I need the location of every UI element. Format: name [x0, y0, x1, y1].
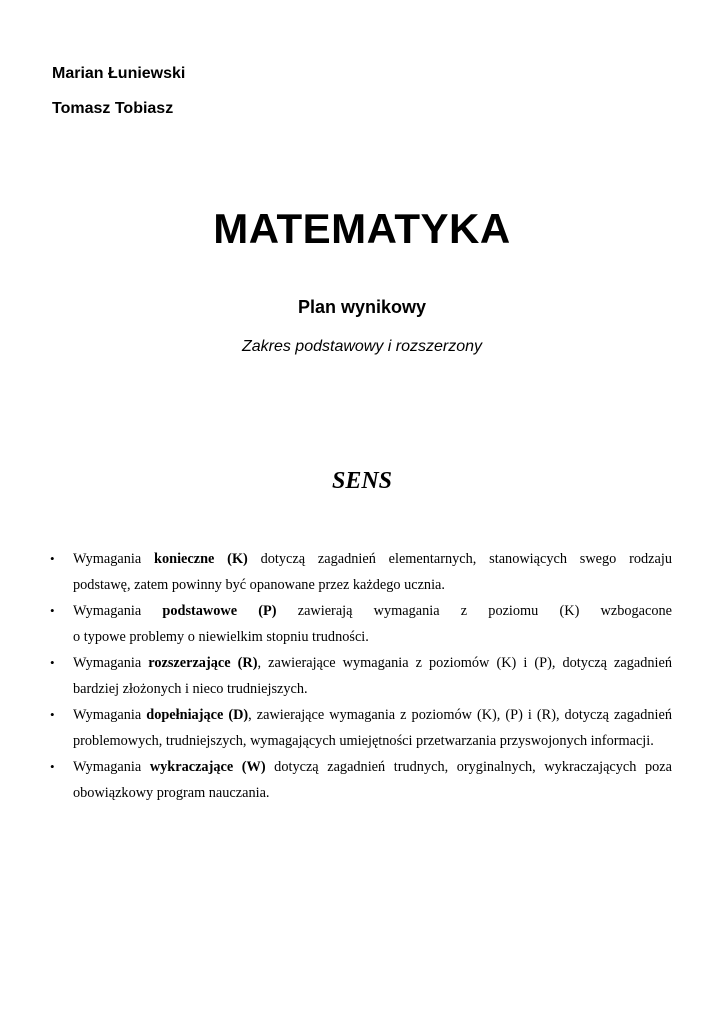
requirement-line: bardziej złożonych i nieco trudniejszych.	[73, 681, 308, 697]
requirement-level: podstawowe (P)	[162, 603, 277, 619]
requirement-line: o typowe problemy o niewielkim stopniu trudności.	[73, 629, 369, 645]
requirement-item	[50, 650, 672, 702]
document-title: MATEMATYKA	[213, 205, 511, 252]
document-subtitle: Plan wynikowy	[297, 297, 427, 317]
requirement-level: rozszerzające (R)	[148, 655, 258, 671]
bullet-icon: •	[50, 551, 55, 566]
requirement-item	[50, 546, 672, 598]
requirement-text: dotyczą zagadnień elementarnych, stanowiących swego rodzaju	[247, 551, 672, 567]
requirement-line: problemowych, trudniejszych, wymagających umiejętności przetwarzania przyswojonych informacji.	[73, 733, 654, 749]
requirement-text: dotyczą zagadnień trudnych, oryginalnych, wykraczających poza	[265, 759, 672, 775]
requirement-prefix: Wymagania	[73, 551, 155, 567]
series-name: SENS	[331, 468, 393, 494]
requirement-item	[50, 598, 672, 650]
requirement-prefix: Wymagania	[73, 759, 150, 775]
requirements-list	[50, 546, 672, 806]
requirement-text: , zawierające wymagania z poziomów (K) i (P), dotyczą zagadnień	[257, 655, 672, 671]
requirement-line	[73, 546, 672, 572]
requirement-line	[73, 754, 672, 780]
requirement-line	[73, 702, 672, 728]
requirement-line: podstawę, zatem powinny być opanowane przez każdego ucznia.	[73, 577, 445, 593]
requirement-prefix: Wymagania	[73, 655, 149, 671]
bullet-icon: •	[50, 759, 55, 774]
requirement-line	[73, 598, 672, 624]
bullet-icon: •	[50, 603, 55, 618]
requirement-item	[50, 702, 672, 754]
requirement-level: dopełniające (D)	[146, 707, 249, 723]
bullet-icon: •	[50, 707, 55, 722]
requirement-prefix: Wymagania	[73, 707, 147, 723]
requirement-level: wykraczające (W)	[149, 759, 266, 775]
requirement-item	[50, 754, 672, 806]
bullet-icon: •	[50, 655, 55, 670]
requirement-text: , zawierające wymagania z poziomów (K), (P) i (R), dotyczą zagadnień	[248, 707, 672, 723]
requirement-line: obowiązkowy program nauczania.	[73, 785, 270, 801]
author-name: Tomasz Tobiasz	[52, 100, 174, 117]
document-scope: Zakres podstawowy i rozszerzony	[241, 338, 483, 355]
requirement-text: zawierają wymagania z poziomu (K) wzbogacone	[276, 603, 672, 619]
requirement-level: konieczne (K)	[154, 551, 248, 567]
author-name: Marian Łuniewski	[52, 65, 186, 82]
requirement-prefix: Wymagania	[73, 603, 163, 619]
requirement-line	[73, 650, 672, 676]
